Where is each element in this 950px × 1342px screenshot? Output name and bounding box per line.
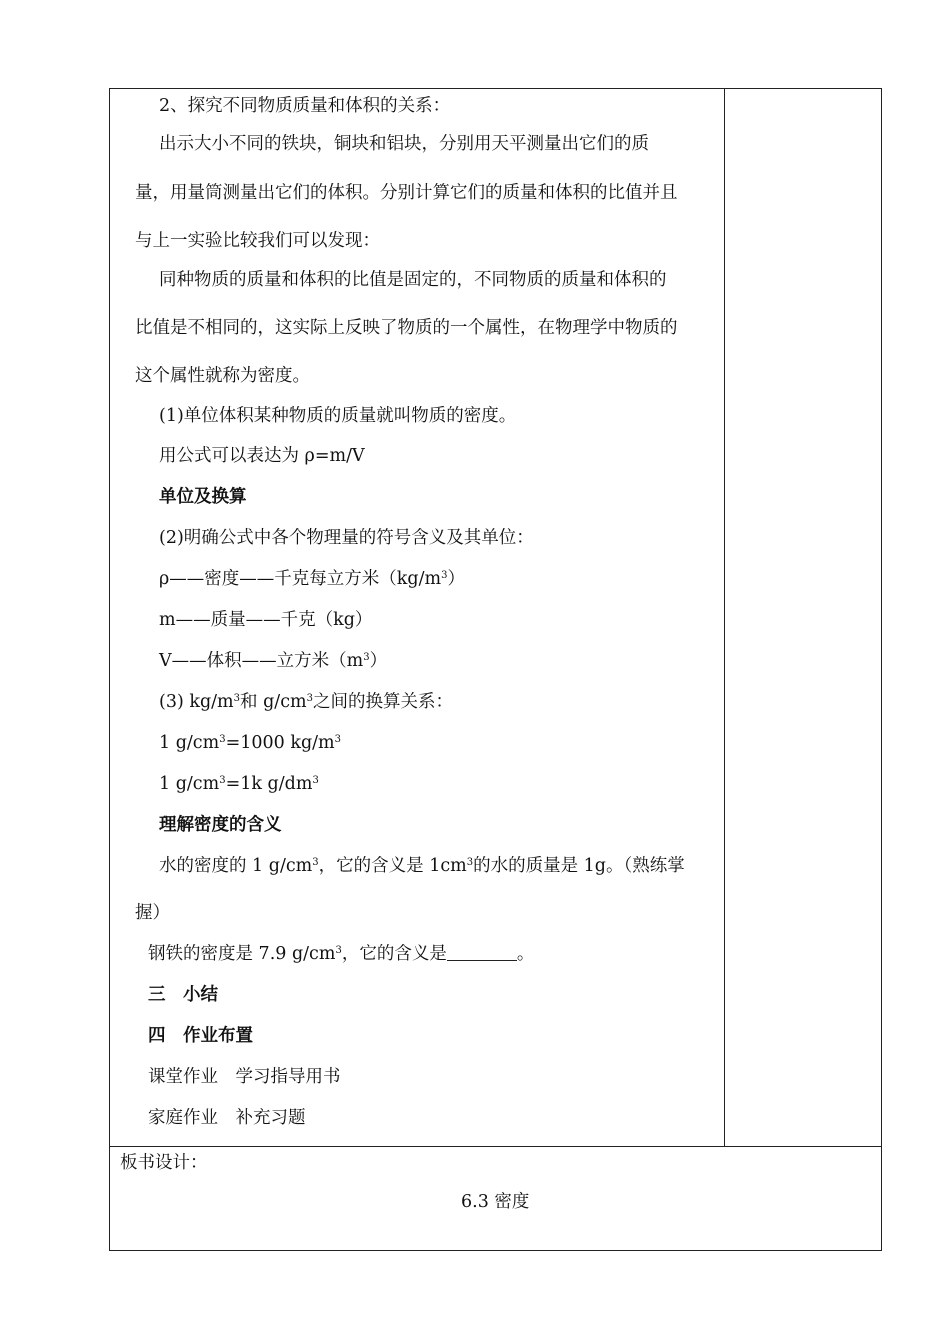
board-design-label: 板书设计： [120,1153,208,1173]
formula-line: 用公式可以表达为 ρ=m/V [159,446,365,466]
units-heading: 单位及换算 [159,487,247,507]
para1-line3: 与上一实验比较我们可以发现： [135,231,380,251]
para1-line2: 量，用量筒测量出它们的体积。分别计算它们的质量和体积的比值并且 [135,183,678,203]
summary-heading: 三 小结 [148,985,218,1005]
water-density-line: 水的密度的 1 $g/cm^3$，它的含义是 $1cm^3$的水的质量是 1g。（熟练掌 [159,856,685,876]
mass-line: m——质量——千克（kg） [159,610,373,630]
para2-line3: 这个属性就称为密度。 [135,366,310,386]
conversion-1: 1 $g/cm^3=1000$ $kg/m^3$ [159,733,342,753]
homework-heading: 四 作业布置 [148,1026,253,1046]
definition-2: (2)明确公式中各个物理量的符号含义及其单位： [159,528,534,548]
volume-line: V——体积——立方米$(m^3)$ [159,651,388,671]
para2-line1: 同种物质的质量和体积的比值是固定的，不同物质的质量和体积的 [159,270,667,290]
para2-line2: 比值是不相同的，这实际上反映了物质的一个属性，在物理学中物质的 [135,318,678,338]
conversion-heading: (3) $kg/m^3$和 $g/cm^3$之间的换算关系： [159,692,453,712]
para1-line1: 出示大小不同的铁块，铜块和铝块，分别用天平测量出它们的质 [159,134,649,154]
section2-heading: 2、探究不同物质质量和体积的关系： [159,96,451,116]
meaning-heading: 理解密度的含义 [159,815,282,835]
water-density-line2: 握） [135,903,170,923]
column-divider [724,88,725,1146]
row-divider [109,1146,882,1147]
answer-blank [447,944,517,961]
definition-1: (1)单位体积某种物质的质量就叫物质的密度。 [159,406,517,426]
rho-line: ρ——密度——千克每立方米$(kg/m^3)$ [159,569,465,589]
class-homework: 课堂作业 学习指导用书 [148,1067,341,1087]
board-title: 6.3 密度 [461,1192,530,1212]
steel-density-line: 钢铁的密度是 7.9 $g/cm^3$，它的含义是 。 [148,944,535,964]
conversion-2: 1 $g/cm^3=1k$ $g/dm^3$ [159,774,319,794]
home-homework: 家庭作业 补充习题 [148,1108,306,1128]
